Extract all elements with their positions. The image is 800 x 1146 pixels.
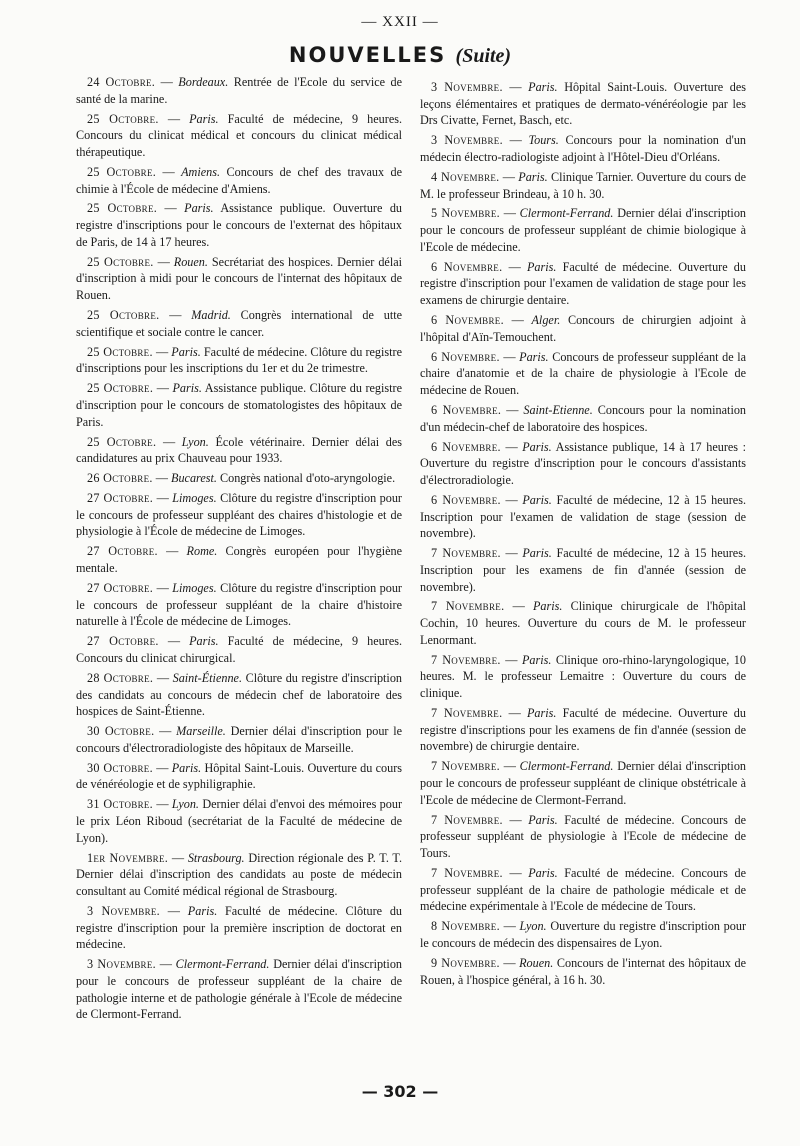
entry-text: Assistance publique, 14 à 17 heures : Ouverture du registre d'inscription pour le concours d'assistants d'électroradiologie. bbox=[420, 439, 747, 487]
entry-city: Paris. bbox=[184, 201, 214, 216]
entry-text: Clinique Tarnier. Ouverture du cours de M. le professeur Brindeau, à 10 h. 30. bbox=[420, 169, 747, 201]
news-entry: 26 Octobre. — Bucarest. Congrès national d'oto-aryngologie. bbox=[87, 471, 396, 486]
right-column bbox=[420, 79, 746, 991]
news-entry: 25 Octobre. — Rouen. Secrétariat des hospices. Dernier délai d'inscription à midi pour le concours de l'internat des hôpitaux de Rouen. bbox=[76, 254, 403, 303]
entry-city: Clermont-Ferrand. bbox=[519, 206, 614, 221]
entry-date: 6 Novembre. bbox=[431, 259, 503, 274]
entry-city: Paris. bbox=[521, 652, 552, 667]
entry-date: 9 Novembre. bbox=[431, 955, 500, 970]
entry-date: 25 Octobre. bbox=[87, 381, 154, 396]
news-entry: 28 Octobre. — Saint-Étienne. Clôture du registre d'inscription des candidats au concours de médecin chef de laboratoire des hospices de Saint-Étienne. bbox=[76, 670, 403, 719]
entry-date: 7 Novembre. bbox=[431, 546, 501, 561]
entry-text: Hôpital Saint-Louis. Ouverture du cours de vénéréologie et de syphiligraphie. bbox=[76, 760, 402, 792]
news-entry: 6 Novembre. — Paris. Faculté de médecine, 12 à 15 heures. Inscription pour l'examen de validation de stage (session de novembre). bbox=[420, 492, 747, 541]
entry-city: Paris. bbox=[518, 169, 548, 184]
entry-text: Assistance publique. Ouverture du registre d'inscriptions pour le concours de l'externat des hôpitaux de Paris, de 14 à 17 heures. bbox=[76, 201, 403, 249]
entry-text: Assistance publique. Clôture du registre d'inscription pour le concours de stomatologistes des hôpitaux de Paris. bbox=[76, 381, 402, 429]
entry-date: 27 Octobre. bbox=[87, 580, 154, 595]
entry-date: 4 Novembre. bbox=[431, 169, 500, 184]
entry-city: Paris. bbox=[526, 259, 557, 274]
entry-city: Saint-Étienne. bbox=[172, 670, 242, 685]
news-entry: 8 Novembre. — Lyon. Ouverture du registre d'inscription pour le concours de médecin des dispensaires de Lyon. bbox=[420, 919, 747, 950]
entry-city: Paris. bbox=[171, 760, 202, 775]
entry-text: Clôture du registre d'inscription des candidats au concours de médecin chef de laboratoire des hospices de Saint-Étienne. bbox=[76, 670, 403, 719]
news-entry: 9 Novembre. — Rouen. Concours de l'internat des hôpitaux de Rouen, à l'hospice général, à 16 h. 30. bbox=[420, 955, 747, 987]
news-entry: 25 Octobre. — Paris. Faculté de médecine. Clôture du registre d'inscriptions pour les inscriptions du 1er et du 2e trimestre. bbox=[76, 344, 403, 376]
entry-city: Rome. bbox=[186, 544, 218, 559]
news-entry: 3 Novembre. — Paris. Hôpital Saint-Louis. Ouverture des leçons élémentaires et pratiques de dermato-vénéréologie par les Drs Civatte, Fernet, Basch, etc. bbox=[420, 80, 747, 128]
entry-date: 6 Novembre. bbox=[431, 439, 501, 454]
entry-date: 5 Novembre. bbox=[431, 206, 500, 221]
entry-text: Faculté de médecine. Clôture du registre d'inscriptions pour les inscriptions du 1er et du 2e trimestre. bbox=[76, 344, 403, 376]
entry-date: 7 Novembre. bbox=[431, 759, 500, 774]
news-entry: 25 Octobre. — Madrid. Congrès international de utte scientifique et sociale contre le cancer. bbox=[76, 308, 402, 339]
entry-city: Amiens. bbox=[181, 164, 221, 179]
news-entry: 4 Novembre. — Paris. Clinique Tarnier. Ouverture du cours de M. le professeur Brindeau, à 10 h. 30. bbox=[420, 169, 747, 201]
entry-city: Lyon. bbox=[171, 797, 199, 812]
entry-date: 6 Novembre. bbox=[431, 349, 500, 364]
entry-date: 3 Novembre. bbox=[87, 903, 161, 918]
entry-text: Faculté de médecine. Concours de professeur suppléant de physiologie à l'Ecole de médecine de Tours. bbox=[420, 812, 746, 861]
entry-city: Bucarest. bbox=[171, 471, 217, 486]
news-entry: 25 Octobre. — Paris. Faculté de médecine, 9 heures. Concours du clinicat médical et concours du clinicat médical thérapeutique. bbox=[76, 111, 403, 159]
entry-city: Paris. bbox=[171, 344, 201, 359]
entry-text: Faculté de médecine. Clôture du registre d'inscription pour la première inscription de doctorat en médecine. bbox=[76, 903, 403, 952]
entry-text: École vétérinaire. Dernier délai des candidatures au prix Chauveau pour 1933. bbox=[76, 434, 403, 466]
entry-text: Concours de chirurgien adjoint à l'hôpital d'Aïn-Temouchent. bbox=[420, 313, 747, 344]
entry-city: Paris. bbox=[172, 381, 202, 396]
news-entry: 31 Octobre. — Lyon. Dernier délai d'envoi des mémoires pour le prix Léon Riboud (secrétariat de la Faculté de médecine de Lyon). bbox=[76, 797, 403, 845]
entry-date: 25 Octobre. bbox=[87, 254, 154, 269]
entry-date: 6 Novembre. bbox=[431, 492, 501, 507]
news-entry: 6 Novembre. — Alger. Concours de chirurgien adjoint à l'hôpital d'Aïn-Temouchent. bbox=[420, 313, 747, 344]
entry-city: Paris. bbox=[522, 546, 552, 561]
news-entry: 27 Octobre. — Limoges. Clôture du registre d'inscription pour le concours de professeur suppléant de la chaire d'histoire naturelle à l'École de médecine de Limoges. bbox=[76, 580, 402, 629]
entry-text: Faculté de médecine, 9 heures. Concours du clinicat médical et concours du clinicat médical thérapeutique. bbox=[76, 111, 403, 159]
news-entry: 7 Novembre. — Paris. Faculté de médecine, 12 à 15 heures. Inscription pour les examens de fin d'année (session de novembre). bbox=[420, 546, 747, 594]
entry-text: Faculté de médecine, 9 heures. Concours du clinicat chirurgical. bbox=[76, 634, 403, 665]
news-entry: 3 Novembre. — Clermont-Ferrand. Dernier délai d'inscription pour le concours de professeur suppléant de la chaire de pathologie interne et de pathologie générale à l'Ecole de médecine de Clermont-Ferrand. bbox=[76, 957, 403, 1022]
entry-date: 24 Octobre. bbox=[87, 75, 156, 89]
entry-date: 25 Octobre. bbox=[87, 434, 157, 449]
entry-date: 1er Novembre. bbox=[87, 850, 169, 865]
news-entry: 1er Novembre. — Strasbourg. Direction régionale des P. T. T. Dernier délai d'inscription des candidats au poste de médecin consultant au Comité médical régional de Strasbourg. bbox=[76, 850, 402, 899]
entry-date: 6 Novembre. bbox=[431, 402, 502, 417]
news-entry: 25 Octobre. — Paris. Assistance publique. Clôture du registre d'inscription pour le concours de stomatologistes des hôpitaux de Paris. bbox=[76, 381, 402, 429]
news-entry: 7 Novembre. — Paris. Clinique oro-rhino-laryngologique, 10 heures. M. le professeur Lemaitre : Ouverture du cours de clinique. bbox=[420, 652, 746, 701]
entry-text: Faculté de médecine. Ouverture du registre d'inscription pour l'examen de validation de stage pour les examens de chirurgie dentaire. bbox=[420, 259, 746, 308]
news-entry: 27 Octobre. — Rome. Congrès européen pour l'hygiène mentale. bbox=[76, 544, 402, 576]
entry-city: Marseille. bbox=[176, 724, 226, 739]
entry-date: 6 Novembre. bbox=[431, 313, 504, 328]
news-entry: 6 Novembre. — Paris. Assistance publique, 14 à 17 heures : Ouverture du registre d'inscription pour le concours d'assistants d'électroradiologie. bbox=[420, 439, 747, 487]
entry-text: Dernier délai d'inscription pour le concours de professeur suppléant de clinique obstétricale à l'Ecole de médecine de Clermont-Ferrand. bbox=[420, 759, 747, 807]
entry-date: 30 Octobre. bbox=[87, 760, 153, 775]
entry-city: Rouen. bbox=[173, 254, 208, 269]
news-entry: 30 Octobre. — Paris. Hôpital Saint-Louis. Ouverture du cours de vénéréologie et de syphiligraphie. bbox=[76, 760, 402, 792]
entry-text: Faculté de médecine, 12 à 15 heures. Inscription pour l'examen de validation de stage (session de novembre). bbox=[420, 492, 747, 541]
title-suffix: (Suite) bbox=[455, 45, 512, 67]
entry-city: Paris. bbox=[519, 349, 549, 364]
entry-text: Congrès national d'oto-aryngologie. bbox=[219, 471, 396, 486]
news-entry: 25 Octobre. — Lyon. École vétérinaire. Dernier délai des candidatures au prix Chauveau pour 1933. bbox=[76, 434, 403, 466]
entry-text: Faculté de médecine. Ouverture du registre d'inscriptions pour les examens de fin d'année (session de novembre) de chirurgie dentaire. bbox=[420, 706, 746, 754]
news-entry: 30 Octobre. — Marseille. Dernier délai d'inscription pour le concours d'électroradiologiste des hôpitaux de Marseille. bbox=[76, 724, 403, 755]
entry-date: 28 Octobre. bbox=[87, 670, 154, 685]
entry-text: Clôture du registre d'inscription pour le concours de professeur suppléant de la chaire d'histoire naturelle à l'École de médecine de Limoges. bbox=[76, 580, 402, 629]
entry-city: Alger. bbox=[531, 313, 561, 328]
news-entry: 5 Novembre. — Clermont-Ferrand. Dernier délai d'inscription pour le concours de professeur suppléant de chimie biologique à l'Ecole de médecine. bbox=[420, 206, 747, 254]
entry-text: Dernier délai d'inscription pour le concours de professeur suppléant de la chaire de pathologie interne et de pathologie générale à l'Ecole de médecine de Clermont-Ferrand. bbox=[76, 957, 403, 1022]
news-entry: 3 Novembre. — Paris. Faculté de médecine. Clôture du registre d'inscription pour la première inscription de doctorat en médecine. bbox=[76, 903, 403, 952]
entry-date: 26 Octobre. bbox=[87, 471, 153, 486]
entry-text: Ouverture du registre d'inscription pour le concours de médecin des dispensaires de Lyon. bbox=[420, 919, 747, 950]
entry-city: Limoges. bbox=[172, 580, 217, 595]
entry-city: Saint-Etienne. bbox=[523, 402, 593, 417]
entry-text: Dernier délai d'inscription pour le concours de professeur suppléant de chimie biologique à l'Ecole de médecine. bbox=[420, 206, 747, 254]
entry-text: Dernier délai d'envoi des mémoires pour le prix Léon Riboud (secrétariat de la Faculté de médecine de Lyon). bbox=[76, 797, 403, 845]
news-entry: 6 Novembre. — Saint-Etienne. Concours pour la nomination d'un médecin-chef de laboratoire des hospices. bbox=[420, 402, 747, 434]
news-entry: 7 Novembre. — Paris. Faculté de médecine. Ouverture du registre d'inscriptions pour les examens de fin d'année (session de novembre) de chirurgie dentaire. bbox=[420, 706, 746, 754]
entry-city: Clermont-Ferrand. bbox=[175, 957, 270, 972]
entry-text: Clinique oro-rhino-laryngologique, 10 heures. M. le professeur Lemaitre : Ouverture du cours de clinique. bbox=[420, 652, 746, 701]
entry-city: Paris. bbox=[528, 80, 558, 94]
entry-text: Hôpital Saint-Louis. Ouverture des leçons élémentaires et pratiques de dermato-vénéréologie par les Drs Civatte, Fernet, Basch, etc. bbox=[420, 80, 747, 128]
entry-text: Concours de chef des travaux de chimie à l'École de médecine d'Amiens. bbox=[76, 164, 403, 196]
entry-city: Paris. bbox=[189, 111, 219, 126]
entry-date: 27 Octobre. bbox=[87, 634, 159, 649]
entry-text: Rentrée de l'Ecole du service de santé de la marine. bbox=[76, 75, 402, 106]
news-entry: 27 Octobre. — Paris. Faculté de médecine, 9 heures. Concours du clinicat chirurgical. bbox=[76, 634, 403, 665]
entry-text: Dernier délai d'inscription pour le concours d'électroradiologiste des hôpitaux de Marseille. bbox=[76, 724, 403, 755]
page-title bbox=[0, 43, 800, 68]
entry-city: Limoges. bbox=[172, 491, 217, 506]
left-column bbox=[76, 74, 402, 1026]
entry-city: Bordeaux. bbox=[178, 75, 229, 89]
entry-date: 7 Novembre. bbox=[431, 599, 505, 614]
entry-date: 3 Novembre. bbox=[431, 80, 503, 94]
entry-date: 30 Octobre. bbox=[87, 724, 155, 739]
entry-text: Concours de professeur suppléant de la chaire d'anatomie et de la chaire de physiologie à l'Ecole de médecine de Rouen. bbox=[420, 349, 747, 398]
news-entry: 6 Novembre. — Paris. Faculté de médecine. Ouverture du registre d'inscription pour l'examen de validation de stage pour les examens de chirurgie dentaire. bbox=[420, 259, 746, 308]
entry-date: 8 Novembre. bbox=[431, 919, 500, 934]
news-entry: 27 Octobre. — Limoges. Clôture du registre d'inscription pour le concours de professeur suppléant des chaires d'histologie et de physiologie à l'École de médecine de Limoges. bbox=[76, 491, 402, 539]
news-entry: 7 Novembre. — Paris. Clinique chirurgicale de l'hôpital Cochin, 10 heures. Ouverture du cours de M. le professeur Lenormant. bbox=[420, 599, 746, 647]
entry-date: 27 Octobre. bbox=[87, 544, 158, 559]
news-entry: 7 Novembre. — Paris. Faculté de médecine. Concours de professeur suppléant de physiologie à l'Ecole de médecine de Tours. bbox=[420, 812, 746, 861]
entry-text: Clôture du registre d'inscription pour le concours de professeur suppléant des chaires d'histologie et de physiologie à l'École de médecine de Limoges. bbox=[76, 491, 402, 539]
entry-date: 3 Novembre. bbox=[87, 957, 156, 972]
entry-city: Paris. bbox=[528, 812, 558, 827]
entry-text: Secrétariat des hospices. Dernier délai d'inscription à midi pour le concours de l'internat des hôpitaux de Rouen. bbox=[76, 254, 403, 303]
entry-date: 25 Octobre. bbox=[87, 308, 160, 323]
entry-date: 7 Novembre. bbox=[431, 706, 503, 721]
page-number: — 302 — bbox=[361, 1082, 439, 1101]
entry-date: 25 Octobre. bbox=[87, 344, 153, 359]
entry-city: Paris. bbox=[189, 634, 219, 649]
entry-city: Rouen. bbox=[519, 955, 554, 970]
news-entry: 24 Octobre. — Bordeaux. Rentrée de l'Ecole du service de santé de la marine. bbox=[76, 75, 402, 106]
entry-text: Faculté de médecine. Concours de professeur suppléant de la chaire de pathologie médicale et de médecine expérimentale à l'Ecole de médecine de Tours. bbox=[420, 865, 746, 914]
entry-city: Paris. bbox=[532, 599, 563, 614]
news-entry: 25 Octobre. — Amiens. Concours de chef des travaux de chimie à l'École de médecine d'Amiens. bbox=[76, 164, 403, 196]
entry-text: Congrès européen pour l'hygiène mentale. bbox=[76, 544, 402, 576]
entry-date: 31 Octobre. bbox=[87, 797, 154, 812]
entry-city: Madrid. bbox=[191, 308, 231, 323]
entry-city: Tours. bbox=[528, 133, 559, 148]
entry-date: 3 Novembre. bbox=[431, 133, 503, 148]
entry-city: Clermont-Ferrand. bbox=[519, 759, 614, 774]
entry-text: Direction régionale des P. T. T. Dernier délai d'inscription des candidats au poste de médecin consultant au Comité médical régional de Strasbourg. bbox=[76, 850, 402, 899]
entry-date: 25 Octobre. bbox=[87, 164, 157, 179]
news-entry: 25 Octobre. — Paris. Assistance publique. Ouverture du registre d'inscriptions pour le concours de l'externat des hôpitaux de Paris, de 14 à 17 heures. bbox=[76, 201, 403, 249]
entry-text: Concours pour la nomination d'un médecin-chef de laboratoire des hospices. bbox=[420, 402, 747, 434]
entry-text: Clinique chirurgicale de l'hôpital Cochin, 10 heures. Ouverture du cours de M. le professeur Lenormant. bbox=[420, 599, 746, 647]
entry-city: Lyon. bbox=[519, 919, 547, 934]
entry-text: Concours de l'internat des hôpitaux de Rouen, à l'hospice général, à 16 h. 30. bbox=[420, 955, 747, 987]
news-entry: 3 Novembre. — Tours. Concours pour la nomination d'un médecin électro-radiologiste adjoint à l'Hôtel-Dieu d'Orléans. bbox=[420, 133, 747, 164]
entry-city: Paris. bbox=[526, 706, 557, 721]
entry-city: Paris. bbox=[528, 865, 558, 880]
entry-city: Lyon. bbox=[181, 434, 209, 449]
title-text: NOUVELLES bbox=[288, 43, 447, 67]
news-entry: 7 Novembre. — Paris. Faculté de médecine. Concours de professeur suppléant de la chaire de pathologie médicale et de médecine expérimentale à l'Ecole de médecine de Tours. bbox=[420, 865, 746, 914]
news-entry: 6 Novembre. — Paris. Concours de professeur suppléant de la chaire d'anatomie et de la chaire de physiologie à l'Ecole de médecine de Rouen. bbox=[420, 349, 747, 398]
entry-text: Concours pour la nomination d'un médecin électro-radiologiste adjoint à l'Hôtel-Dieu d'Orléans. bbox=[420, 133, 747, 164]
roman-page-number: — XXII — bbox=[361, 14, 439, 30]
entry-text: Faculté de médecine, 12 à 15 heures. Inscription pour les examens de fin d'année (session de novembre). bbox=[420, 546, 747, 594]
entry-date: 25 Octobre. bbox=[87, 111, 159, 126]
entry-city: Paris. bbox=[522, 439, 552, 454]
entry-city: Paris. bbox=[522, 492, 552, 507]
entry-date: 25 Octobre. bbox=[87, 201, 158, 216]
entry-date: 7 Novembre. bbox=[431, 865, 503, 880]
entry-date: 7 Novembre. bbox=[431, 812, 503, 827]
entry-city: Strasbourg. bbox=[187, 850, 245, 865]
entry-city: Paris. bbox=[187, 903, 218, 918]
entry-date: 27 Octobre. bbox=[87, 491, 154, 506]
entry-date: 7 Novembre. bbox=[431, 652, 501, 667]
entry-text: Congrès international de utte scientifique et sociale contre le cancer. bbox=[76, 308, 402, 339]
news-entry: 7 Novembre. — Clermont-Ferrand. Dernier délai d'inscription pour le concours de professeur suppléant de clinique obstétricale à l'Ecole de médecine de Clermont-Ferrand. bbox=[420, 759, 747, 807]
